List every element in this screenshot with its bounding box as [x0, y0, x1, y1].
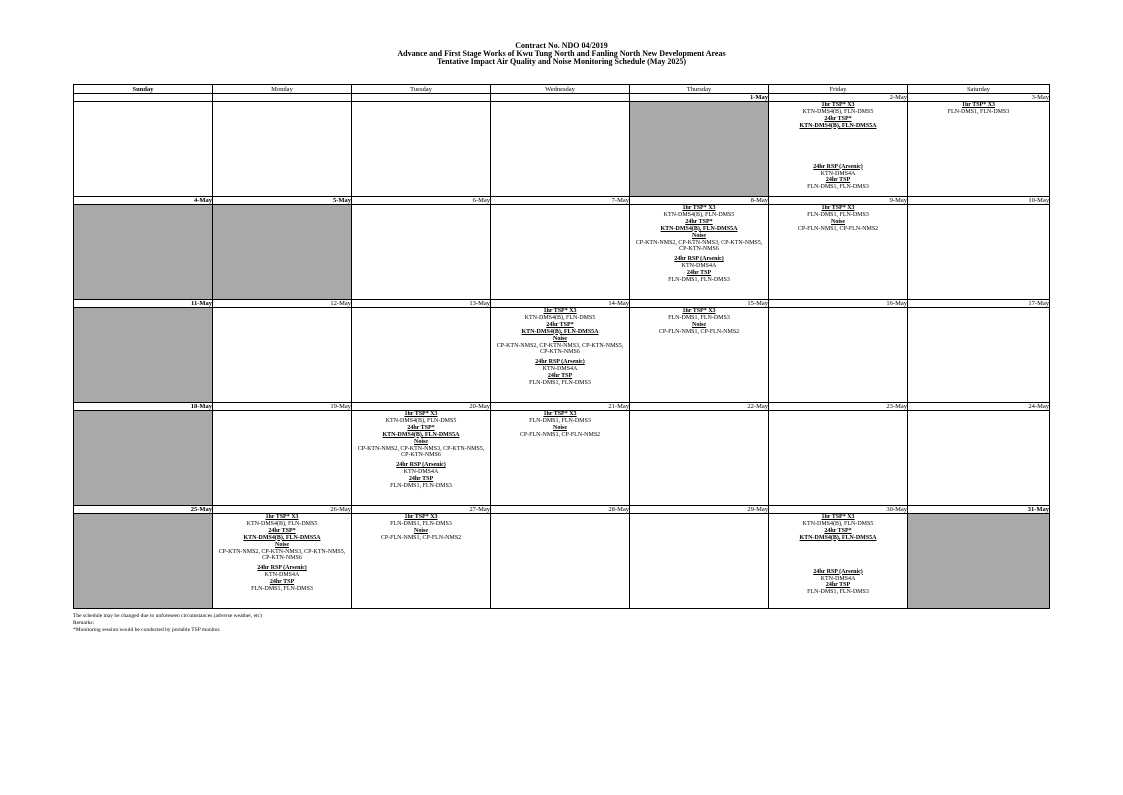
day-cell	[213, 308, 352, 403]
week-4-body	[74, 411, 1050, 506]
date-cell: 29-May	[630, 506, 769, 514]
day-cell	[769, 514, 908, 609]
date-cell: 10-May	[908, 197, 1050, 205]
station-list: CP-KTN-NMS6	[401, 452, 441, 459]
remarks-note: *Monitoring session would be conducted by portable TSP monitor.	[73, 627, 221, 633]
date-cell: 15-May	[630, 300, 769, 308]
day-header-sunday: Sunday	[74, 85, 213, 94]
station-list: KTN-DMS4A	[820, 575, 856, 582]
date-cell: 18-May	[74, 403, 213, 411]
day-cell	[630, 205, 769, 300]
date-cell: 8-May	[630, 197, 769, 205]
day-cell	[630, 514, 769, 609]
station-list: KTN-DMS4(B), FLN-DMS5	[246, 520, 318, 527]
station-list: CP-KTN-NMS2, CP-KTN-NMS3, CP-KTN-NMS5,	[496, 342, 624, 349]
station-list: FLN-DMS1, FLN-DMS3	[251, 586, 313, 593]
date-cell: 31-May	[908, 506, 1050, 514]
holiday-cell	[74, 308, 213, 403]
date-cell	[74, 94, 213, 102]
date-cell: 7-May	[491, 197, 630, 205]
day-cell	[908, 205, 1050, 300]
date-cell: 21-May	[491, 403, 630, 411]
day-cell	[352, 205, 491, 300]
station-list: CP-KTN-NMS6	[262, 555, 302, 562]
day-cell	[491, 205, 630, 300]
noise-heading: Noise	[553, 335, 567, 342]
tsp-24hr-heading: 24hr TSP*	[824, 115, 852, 122]
day-cell	[213, 102, 352, 197]
station-list: FLN-DMS1, FLN-DMS3	[807, 211, 869, 218]
holiday-cell	[74, 411, 213, 506]
station-list: FLN-DMS1, FLN-DMS3	[947, 108, 1010, 115]
tsp-24hr-heading: 24hr TSP	[825, 582, 851, 589]
date-cell: 5-May	[213, 197, 352, 205]
tsp-24hr-heading: 24hr TSP	[825, 177, 851, 184]
date-cell: 30-May	[769, 506, 908, 514]
date-cell: 19-May	[213, 403, 352, 411]
tsp-24hr-heading: 24hr TSP	[686, 270, 712, 277]
tsp-24hr-heading: 24hr TSP*	[685, 218, 713, 225]
rsp-heading: 24hr RSP (Arsenic)	[813, 568, 863, 575]
date-cell: 24-May	[908, 403, 1050, 411]
station-list: KTN-DMS4(B), FLN-DMS5A	[660, 225, 738, 232]
day-cell	[908, 411, 1050, 506]
rsp-heading: 24hr RSP (Arsenic)	[674, 256, 724, 263]
rsp-heading: 24hr RSP (Arsenic)	[535, 359, 585, 366]
noise-heading: Noise	[553, 424, 567, 431]
rsp-heading: 24hr RSP (Arsenic)	[396, 462, 446, 469]
station-list: KTN-DMS4(B), FLN-DMS5A	[521, 328, 599, 335]
date-cell: 17-May	[908, 300, 1050, 308]
date-cell: 27-May	[352, 506, 491, 514]
tsp-24hr-heading: 24hr TSP	[408, 476, 434, 483]
station-list: KTN-DMS4A	[820, 170, 856, 177]
monitoring-calendar	[73, 84, 1050, 609]
station-list: FLN-DMS1, FLN-DMS3	[390, 520, 452, 527]
day-header-saturday: Saturday	[908, 85, 1050, 94]
noise-heading: Noise	[692, 232, 706, 239]
holiday-cell	[74, 205, 213, 300]
station-list: FLN-DMS1, FLN-DMS3	[529, 417, 591, 424]
station-list: CP-KTN-NMS2, CP-KTN-NMS3, CP-KTN-NMS5,	[218, 548, 346, 555]
tsp-24hr-heading: 24hr TSP*	[407, 424, 435, 431]
day-header-friday: Friday	[769, 85, 908, 94]
date-cell: 23-May	[769, 403, 908, 411]
day-cell	[630, 411, 769, 506]
noise-heading: Noise	[831, 218, 845, 225]
date-cell: 26-May	[213, 506, 352, 514]
remarks-label: Remarks:	[73, 620, 95, 626]
station-list: FLN-DMS1, FLN-DMS3	[668, 314, 730, 321]
date-cell: 2-May	[769, 94, 908, 102]
tsp-1hr-heading: 1hr TSP* X3	[682, 205, 716, 211]
date-cell: 28-May	[491, 506, 630, 514]
rsp-heading: 24hr RSP (Arsenic)	[257, 565, 307, 572]
week-2-dates	[74, 197, 1050, 205]
date-cell: 6-May	[352, 197, 491, 205]
week-4-dates	[74, 403, 1050, 411]
day-cell	[491, 411, 630, 506]
tsp-1hr-heading: 1hr TSP* X3	[404, 411, 438, 417]
station-list: KTN-DMS4(B), FLN-DMS5A	[243, 534, 321, 541]
date-cell: 25-May	[74, 506, 213, 514]
station-list: KTN-DMS4A	[681, 263, 717, 270]
week-1-dates	[74, 94, 1050, 102]
day-cell	[630, 308, 769, 403]
day-cell	[769, 308, 908, 403]
schedule-notes	[73, 613, 262, 634]
date-cell: 11-May	[74, 300, 213, 308]
station-list: CP-FLN-NMS1, CP-FLN-NMS2	[519, 431, 601, 438]
noise-heading: Noise	[414, 527, 428, 534]
schedule-change-note: The schedule may be changed due to unforeseen circumstances (adverse weather, etc)	[73, 613, 262, 619]
station-list: KTN-DMS4(B), FLN-DMS5	[802, 108, 874, 115]
station-list: KTN-DMS4(B), FLN-DMS5A	[799, 122, 877, 129]
day-cell	[491, 102, 630, 197]
week-5-dates	[74, 506, 1050, 514]
day-header-thursday: Thursday	[630, 85, 769, 94]
station-list: CP-FLN-NMS1, CP-FLN-NMS2	[658, 328, 740, 335]
tsp-1hr-heading: 1hr TSP* X3	[821, 205, 855, 211]
date-cell: 20-May	[352, 403, 491, 411]
station-list: CP-KTN-NMS6	[540, 349, 580, 356]
date-cell: 16-May	[769, 300, 908, 308]
day-cell	[213, 514, 352, 609]
date-cell: 22-May	[630, 403, 769, 411]
day-cell	[74, 102, 213, 197]
station-list: KTN-DMS4(B), FLN-DMS5A	[799, 534, 877, 541]
station-list: FLN-DMS1, FLN-DMS3	[529, 380, 591, 387]
day-cell	[491, 308, 630, 403]
week-3-body	[74, 308, 1050, 403]
date-cell: 13-May	[352, 300, 491, 308]
day-header-wednesday: Wednesday	[491, 85, 630, 94]
noise-heading: Noise	[692, 321, 706, 328]
date-cell: 1-May	[630, 94, 769, 102]
tsp-24hr-heading: 24hr TSP*	[546, 321, 574, 328]
station-list: FLN-DMS1, FLN-DMS3	[807, 589, 869, 596]
day-cell	[769, 411, 908, 506]
station-list: FLN-DMS1, FLN-DMS3	[807, 184, 869, 191]
station-list: FLN-DMS1, FLN-DMS3	[668, 277, 730, 284]
station-list: CP-FLN-NMS1, CP-FLN-NMS2	[380, 534, 462, 541]
station-list: KTN-DMS4(B), FLN-DMS5	[524, 314, 596, 321]
noise-heading: Noise	[414, 438, 428, 445]
day-cell	[352, 411, 491, 506]
station-list: KTN-DMS4A	[542, 366, 578, 373]
day-cell	[908, 102, 1050, 197]
station-list: KTN-DMS4(B), FLN-DMS5	[663, 211, 735, 218]
station-list: KTN-DMS4(B), FLN-DMS5A	[382, 431, 460, 438]
project-title: Advance and First Stage Works of Kwu Tung North and Fanling North New Development Areas	[397, 49, 726, 58]
station-list: FLN-DMS1, FLN-DMS3	[390, 483, 452, 490]
day-cell	[769, 205, 908, 300]
schedule-title: Tentative Impact Air Quality and Noise Monitoring Schedule (May 2025)	[436, 57, 687, 66]
station-list: CP-KTN-NMS6	[679, 246, 719, 253]
week-5-body	[74, 514, 1050, 609]
station-list: KTN-DMS4(B), FLN-DMS5	[802, 520, 874, 527]
day-header-monday: Monday	[213, 85, 352, 94]
tsp-1hr-heading: 1hr TSP* X3	[265, 514, 299, 520]
tsp-1hr-heading: 1hr TSP* X3	[961, 102, 996, 108]
tsp-1hr-heading: 1hr TSP* X3	[543, 308, 577, 314]
week-3-dates	[74, 300, 1050, 308]
tsp-1hr-heading: 1hr TSP* X3	[543, 411, 577, 417]
holiday-cell	[630, 102, 769, 197]
tsp-24hr-heading: 24hr TSP*	[824, 527, 852, 534]
station-list: CP-KTN-NMS2, CP-KTN-NMS3, CP-KTN-NMS5,	[635, 239, 763, 246]
day-cell	[352, 308, 491, 403]
document-title	[0, 42, 1123, 66]
date-cell: 9-May	[769, 197, 908, 205]
day-cell	[491, 514, 630, 609]
day-cell	[213, 411, 352, 506]
noise-heading: Noise	[275, 541, 289, 548]
day-cell	[352, 514, 491, 609]
date-cell	[213, 94, 352, 102]
weekday-header-row	[74, 85, 1050, 94]
day-cell	[908, 308, 1050, 403]
tsp-24hr-heading: 24hr TSP*	[268, 527, 296, 534]
week-1-body	[74, 102, 1050, 197]
date-cell	[491, 94, 630, 102]
tsp-1hr-heading: 1hr TSP* X3	[821, 514, 855, 520]
date-cell: 12-May	[213, 300, 352, 308]
day-cell	[352, 102, 491, 197]
holiday-cell	[74, 514, 213, 609]
date-cell	[352, 94, 491, 102]
station-list: KTN-DMS4(B), FLN-DMS5	[385, 417, 457, 424]
holiday-cell	[213, 205, 352, 300]
day-header-tuesday: Tuesday	[352, 85, 491, 94]
date-cell: 4-May	[74, 197, 213, 205]
station-list: CP-FLN-NMS1, CP-FLN-NMS2	[797, 225, 879, 232]
tsp-24hr-heading: 24hr TSP	[547, 373, 573, 380]
date-cell: 14-May	[491, 300, 630, 308]
date-cell: 3-May	[908, 94, 1050, 102]
tsp-1hr-heading: 1hr TSP* X3	[404, 514, 438, 520]
station-list: CP-KTN-NMS2, CP-KTN-NMS3, CP-KTN-NMS5,	[357, 445, 485, 452]
tsp-1hr-heading: 1hr TSP* X3	[682, 308, 716, 314]
day-cell	[769, 102, 908, 197]
week-2-body	[74, 205, 1050, 300]
rsp-heading: 24hr RSP (Arsenic)	[813, 163, 863, 170]
station-list: KTN-DMS4A	[403, 469, 439, 476]
tsp-24hr-heading: 24hr TSP	[269, 579, 295, 586]
tsp-1hr-heading: 1hr TSP* X3	[821, 102, 855, 108]
contract-number: Contract No. NDO 04/2019	[515, 41, 608, 50]
holiday-cell	[908, 514, 1050, 609]
station-list: KTN-DMS4A	[264, 572, 300, 579]
